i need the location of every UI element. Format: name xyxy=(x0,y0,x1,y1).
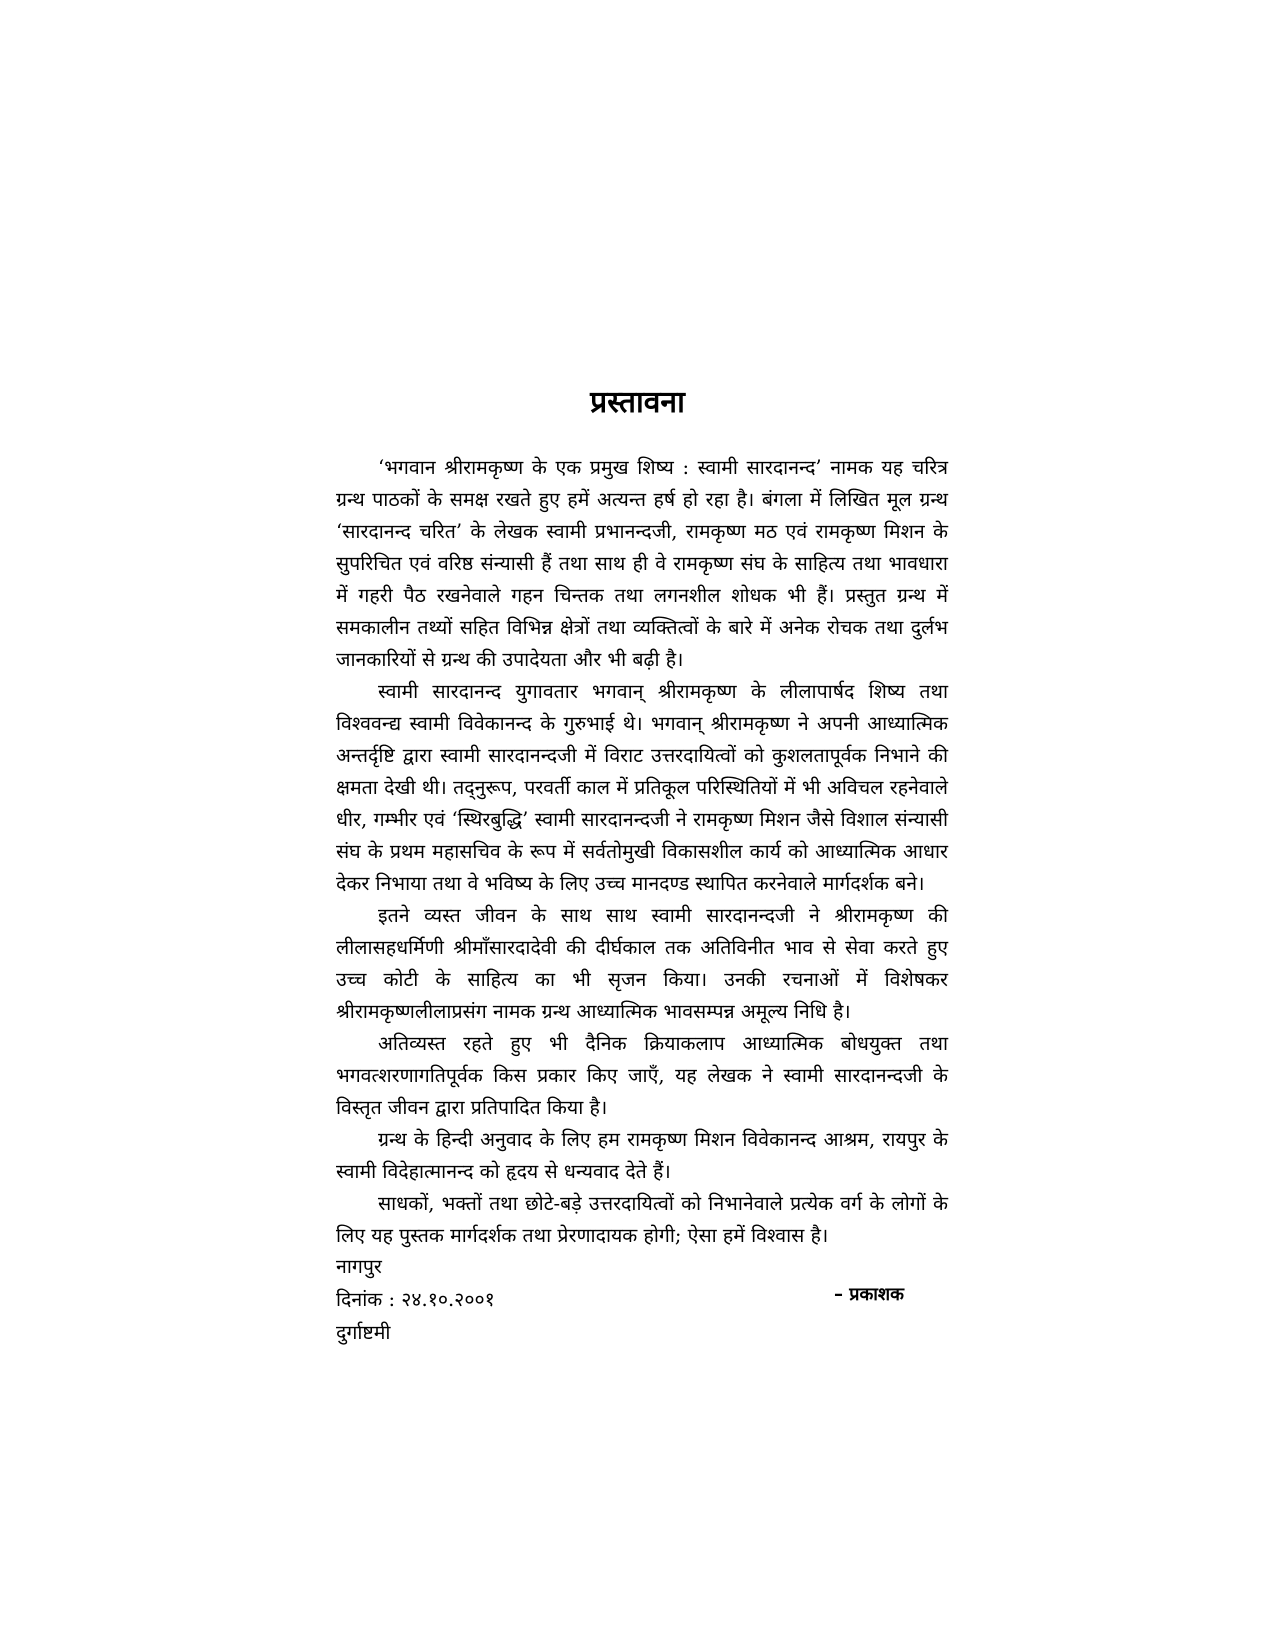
paragraph-5: ग्रन्थ के हिन्दी अनुवाद के लिए हम रामकृष्ण मिशन विवेकानन्द आश्रम, रायपुर के स्वामी विदेहात्मानन्द को हृदय से धन्यवाद देते हैं। xyxy=(336,1128,948,1183)
paragraph-3: इतने व्यस्त जीवन के साथ साथ स्वामी सारदानन्दजी ने श्रीरामकृष्ण की लीलासहधर्मिणी श्रीमाँसारदादेवी की दीर्घकाल तक अतिविनीत भाव से सेवा करते हुए उच्च कोटी के साहित्य का भी सृजन किया। उनकी रचनाओं में विशेषकर श्रीरामकृष्णलीलाप्रसंग नामक ग्रन्थ आध्यात्मिक भावसम्पन्न अमूल्य निधि है। xyxy=(336,904,948,1023)
paragraph-2: स्वामी सारदानन्द युगावतार भगवान् श्रीरामकृष्ण के लीलापार्षद शिष्य तथा विश्ववन्द्य स्वामी विवेकानन्द के गुरुभाई थे। भगवान् श्रीरामकृष्ण ने अपनी आध्यात्मिक अन्तर्दृष्टि द्वारा स्वामी सारदानन्दजी में विराट उत्तरदायित्वों को कुशलतापूर्वक निभाने की क्षमता देखी थी। तद्नुरूप, परवर्ती काल में प्रतिकूल परिस्थितियों में भी अविचल रहनेवाले धीर, गम्भीर एवं ‘स्थिरबुद्धि’ स्वामी सारदानन्दजी ने रामकृष्ण मिशन जैसे विशाल संन्यासी संघ के प्रथम महासचिव के रूप में सर्वतोमुखी विकासशील कार्य को आध्यात्मिक आधार देकर निभाया तथा वे भविष्य के लिए उच्च मानदण्ड स्थापित करनेवाले मार्गदर्शक बने। xyxy=(336,680,948,895)
page-title: प्रस्तावना xyxy=(590,385,685,420)
paragraph-6: साधकों, भक्तों तथा छोटे-बड़े उत्तरदायित्वों को निभानेवाले प्रत्येक वर्ग के लोगों के लिए यह पुस्तक मार्गदर्शक तथा प्रेरणादायक होगी; ऐसा हमें विश्वास है। xyxy=(336,1192,948,1247)
preface-body xyxy=(336,452,948,1252)
paragraph-4: अतिव्यस्त रहते हुए भी दैनिक क्रियाकलाप आध्यात्मिक बोधयुक्त तथा भगवत्शरणागतिपूर्वक किस प्रकार किए जाएँ, यह लेखक ने स्वामी सारदानन्दजी के विस्तृत जीवन द्वारा प्रतिपादित किया है। xyxy=(336,1032,948,1119)
footer-occasion: दुर्गाष्टमी xyxy=(336,1321,391,1344)
preface-footer xyxy=(336,1250,948,1370)
footer-place: नागपुर xyxy=(336,1255,382,1278)
footer-date: दिनांक : २४.१०.२००१ xyxy=(336,1288,495,1311)
publisher-signature: – प्रकाशक xyxy=(833,1284,904,1305)
paragraph-1: ‘भगवान श्रीरामकृष्ण के एक प्रमुख शिष्य : स्वामी सारदानन्द’ नामक यह चरित्र ग्रन्थ पाठकों के समक्ष रखते हुए हमें अत्यन्त हर्ष हो रहा है। बंगला में लिखित मूल ग्रन्थ ‘सारदानन्द चरित’ के लेखक स्वामी प्रभानन्दजी, रामकृष्ण मठ एवं रामकृष्ण मिशन के सुपरिचित एवं वरिष्ठ संन्यासी हैं तथा साथ ही वे रामकृष्ण संघ के साहित्य तथा भावधारा में गहरी पैठ रखनेवाले गहन चिन्तक तथा लगनशील शोधक भी हैं। प्रस्तुत ग्रन्थ में समकालीन तथ्यों सहित विभिन्न क्षेत्रों तथा व्यक्तित्वों के बारे में अनेक रोचक तथा दुर्लभ जानकारियों से ग्रन्थ की उपादेयता और भी बढ़ी है। xyxy=(336,456,948,671)
